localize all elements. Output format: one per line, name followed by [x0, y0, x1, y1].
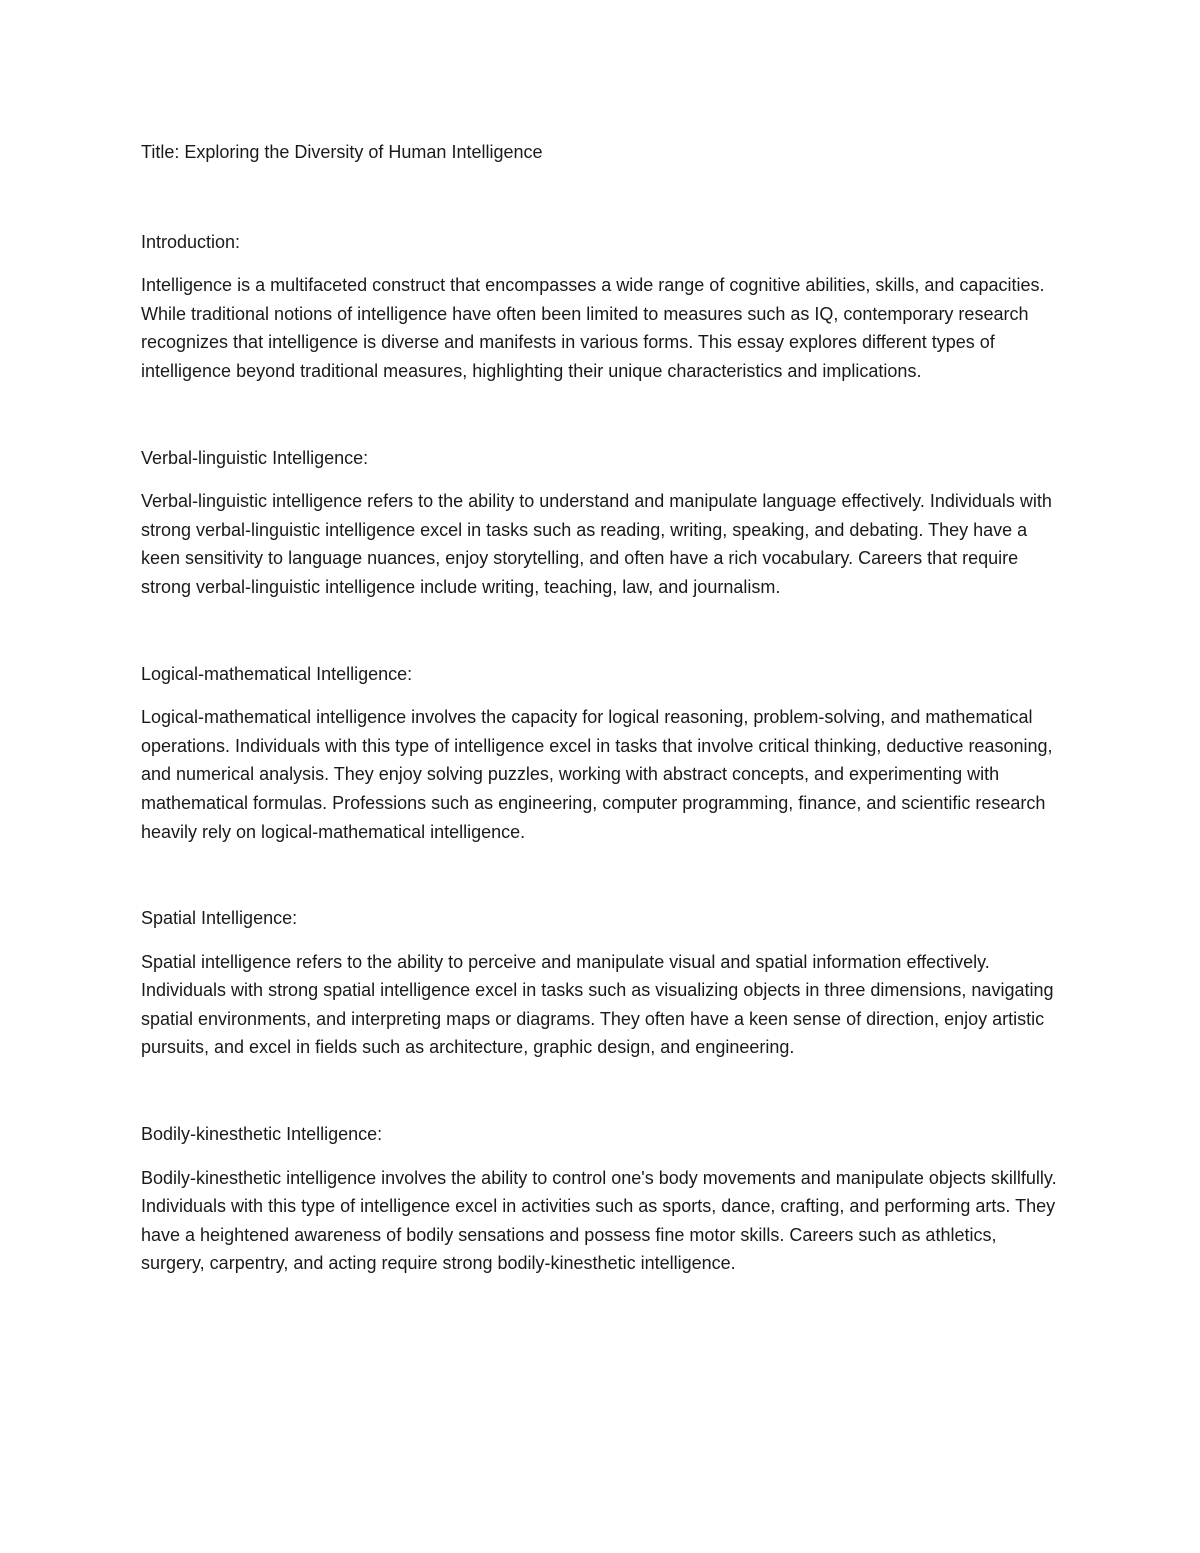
section-paragraph: Spatial intelligence refers to the ability to perceive and manipulate visual and spatial information effectively. Individuals with strong spatial intelligence excel in tasks such as visualizing objects in three dimensions, navigating spatial environments, and interpreting maps or diagrams. They often have a keen sense of direction, enjoy artistic pursuits, and excel in fields such as architecture, graphic design, and engineering. [141, 951, 1054, 1058]
section-logical-mathematical [141, 660, 1061, 847]
section-introduction [141, 228, 1061, 386]
section-heading: Logical-mathematical Intelligence: [141, 663, 413, 684]
section-paragraph: Bodily-kinesthetic intelligence involves the ability to control one's body movements and manipulate objects skillfully. Individuals with this type of intelligence excel in activities such as sports, dance, crafting, and performing arts. They have a heightened awareness of bodily sensations and possess fine motor skills. Careers such as athletics, surgery, carpentry, and acting require strong bodily-kinesthetic intelligence. [141, 1167, 1057, 1274]
section-verbal-linguistic [141, 444, 1061, 602]
section-bodily-kinesthetic [141, 1120, 1061, 1278]
section-heading: Bodily-kinesthetic Intelligence: [141, 1124, 383, 1145]
section-spatial [141, 904, 1061, 1062]
section-heading: Introduction: [141, 231, 241, 252]
section-paragraph: Logical-mathematical intelligence involves the capacity for logical reasoning, problem-solving, and mathematical operations. Individuals with this type of intelligence excel in tasks that involve critical thinking, deductive reasoning, and numerical analysis. They enjoy solving puzzles, working with abstract concepts, and experimenting with mathematical formulas. Professions such as engineering, computer programming, finance, and scientific research heavily rely on logical-mathematical intelligence. [141, 707, 1053, 842]
section-heading: Verbal-linguistic Intelligence: [141, 447, 369, 468]
section-paragraph: Intelligence is a multifaceted construct that encompasses a wide range of cognitive abilities, skills, and capacities. While traditional notions of intelligence have often been limited to measures such as IQ, contemporary research recognizes that intelligence is diverse and manifests in various forms. This essay explores different types of intelligence beyond traditional measures, highlighting their unique characteristics and implications. [141, 275, 1045, 381]
document-page [141, 138, 1061, 1278]
section-heading: Spatial Intelligence: [141, 908, 298, 929]
document-title: Title: Exploring the Diversity of Human Intelligence [141, 142, 543, 162]
section-paragraph: Verbal-linguistic intelligence refers to the ability to understand and manipulate language effectively. Individuals with strong verbal-linguistic intelligence excel in tasks such as reading, writing, speaking, and debating. They have a keen sensitivity to language nuances, enjoy storytelling, and often have a rich vocabulary. Careers that require strong verbal-linguistic intelligence include writing, teaching, law, and journalism. [141, 491, 1052, 597]
